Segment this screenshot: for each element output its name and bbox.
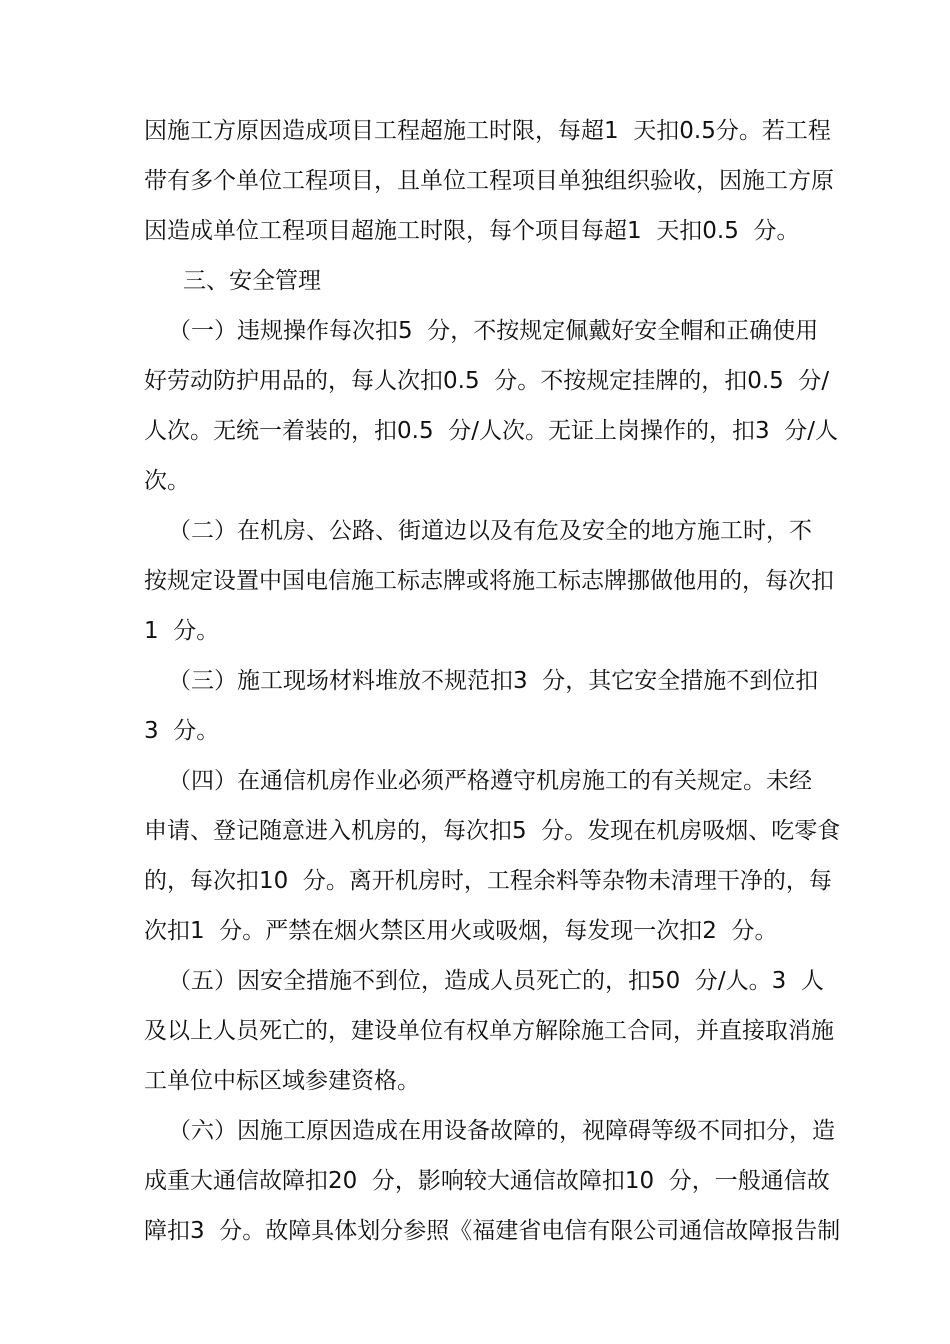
text-line: （四）在通信机房作业必须严格遵守机房施工的有关规定。未经 bbox=[168, 768, 812, 794]
text-line: （一）违规操作每次扣5 分，不按规定佩戴好安全帽和正确使用 bbox=[168, 318, 819, 344]
text-line: 好劳动防护用品的，每人次扣0.5 分。不按规定挂牌的，扣0.5 分/ bbox=[144, 368, 830, 394]
section-heading: 三、安全管理 bbox=[183, 268, 321, 294]
text-line: 3 分。 bbox=[144, 718, 220, 744]
text-line: 工单位中标区域参建资格。 bbox=[144, 1068, 420, 1094]
text-line: 人次。无统一着装的，扣0.5 分/人次。无证上岗操作的，扣3 分/人 bbox=[144, 418, 838, 444]
text-line: 的，每次扣10 分。离开机房时，工程余料等杂物未清理干净的，每 bbox=[144, 868, 832, 894]
text-line: 次。 bbox=[144, 468, 190, 494]
text-line: 因施工方原因造成项目工程超施工时限，每超1 天扣0.5分。若工程 bbox=[144, 118, 831, 144]
text-line: 1 分。 bbox=[144, 618, 220, 644]
text-line: （六）因施工原因造成在用设备故障的，视障碍等级不同扣分，造 bbox=[168, 1118, 835, 1144]
text-line: 申请、登记随意进入机房的，每次扣5 分。发现在机房吸烟、吃零食 bbox=[144, 818, 841, 844]
text-line: 因造成单位工程项目超施工时限，每个项目每超1 天扣0.5 分。 bbox=[144, 218, 800, 244]
text-line: （二）在机房、公路、街道边以及有危及安全的地方施工时，不 bbox=[168, 518, 812, 544]
text-line: 障扣3 分。故障具体划分参照《福建省电信有限公司通信故障报告制 bbox=[144, 1218, 841, 1244]
text-line: 次扣1 分。严禁在烟火禁区用火或吸烟，每发现一次扣2 分。 bbox=[144, 918, 778, 944]
text-line: 成重大通信故障扣20 分，影响较大通信故障扣10 分，一般通信故 bbox=[144, 1168, 830, 1194]
text-line: （五）因安全措施不到位，造成人员死亡的，扣50 分/人。3 人 bbox=[168, 968, 824, 994]
text-line: 带有多个单位工程项目，且单位工程项目单独组织验收，因施工方原 bbox=[144, 168, 834, 194]
text-line: 及以上人员死亡的，建设单位有权单方解除施工合同，并直接取消施 bbox=[144, 1018, 834, 1044]
text-line: 按规定设置中国电信施工标志牌或将施工标志牌挪做他用的，每次扣 bbox=[144, 568, 834, 594]
text-line: （三）施工现场材料堆放不规范扣3 分，其它安全措施不到位扣 bbox=[168, 668, 819, 694]
